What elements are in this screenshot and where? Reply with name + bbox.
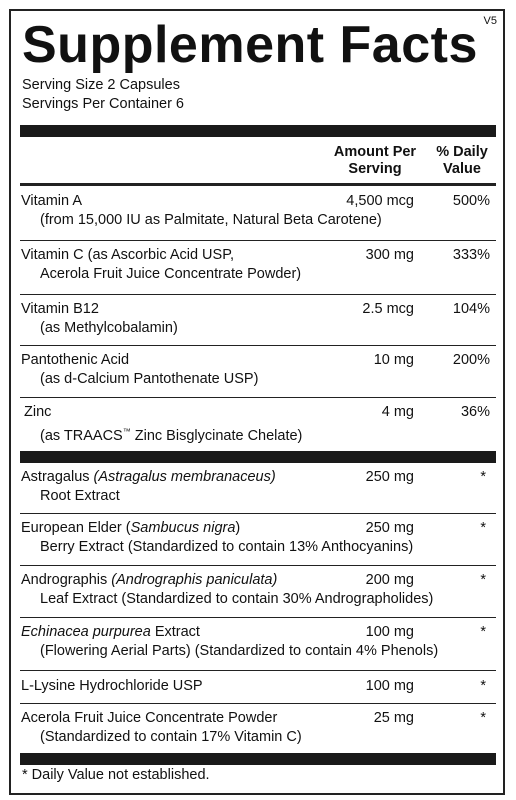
thick-divider-top [20,125,496,137]
nutrient-detail: (as TRAACS™ Zinc Bisglycinate Chelate) [40,427,303,444]
nutrient-name: Vitamin B12 [21,301,99,317]
version-code: V5 [483,15,497,27]
thick-divider-bottom [20,753,496,765]
nutrient-detail: Acerola Fruit Juice Concentrate Powder) [40,266,302,282]
ingredient-row-acerola [20,704,496,754]
nutrient-row-vitamin-b12 [20,295,496,347]
ingredient-detail: Root Extract [40,488,120,504]
thick-divider-middle [20,451,496,463]
serving-size: Serving Size 2 Capsules [22,77,180,93]
ingredient-name: Acerola Fruit Juice Concentrate Powder [21,710,278,726]
ingredient-name: Astragalus (Astragalus membranaceus) [21,469,276,485]
daily-value-footnote: * Daily Value not established. [22,767,210,783]
ingredient-dv: * [480,678,486,694]
ingredient-dv: * [480,710,486,726]
ingredient-name: European Elder (Sambucus nigra) [21,520,241,536]
nutrient-dv: 36% [460,404,490,420]
nutrient-detail: (as d-Calcium Pantothenate USP) [40,371,259,387]
ingredient-row-european-elder [20,514,496,566]
servings-per-container: Servings Per Container 6 [22,96,184,112]
ingredient-amount: 100 mg [365,624,414,640]
nutrient-amount: 2.5 mcg [362,301,414,317]
nutrient-amount: 4 mg [381,404,414,420]
nutrient-amount: 300 mg [365,247,414,263]
nutrient-name: Vitamin A [21,193,82,209]
amount-per-serving-header: Amount Per Serving [333,144,417,177]
nutrient-amount: 4,500 mcg [346,193,414,209]
nutrient-name: Pantothenic Acid [21,352,130,368]
nutrient-row-vitamin-c [20,241,496,293]
ingredient-dv: * [480,469,486,485]
supplement-facts-panel [9,9,505,795]
nutrient-row-vitamin-a [20,187,496,239]
nutrient-dv: 104% [452,301,490,317]
ingredient-detail: Berry Extract (Standardized to contain 13% Anthocyanins) [40,539,414,555]
daily-value-header: % Daily Value [436,144,488,177]
ingredient-row-echinacea [20,618,496,670]
ingredient-detail: (Flowering Aerial Parts) (Standardized to contain 4% Phenols) [40,643,439,659]
nutrient-dv: 333% [452,247,490,263]
ingredient-dv: * [480,520,486,536]
ingredient-row-andrographis [20,566,496,618]
ingredient-name: L-Lysine Hydrochloride USP [21,678,203,694]
header-divider [20,183,496,186]
panel-title: Supplement Facts [22,16,478,74]
trademark-symbol: ™ [122,427,131,436]
nutrient-row-zinc [20,398,496,450]
nutrient-dv: 200% [452,352,490,368]
ingredient-amount: 250 mg [365,469,414,485]
ingredient-name: Echinacea purpurea Extract [21,624,200,640]
nutrient-dv: 500% [452,193,490,209]
ingredient-row-l-lysine [20,671,496,703]
ingredient-name: Andrographis (Andrographis paniculata) [21,572,278,588]
ingredient-detail: Leaf Extract (Standardized to contain 30% Andrographolides) [40,591,434,607]
ingredient-detail: (Standardized to contain 17% Vitamin C) [40,729,302,745]
ingredient-amount: 250 mg [365,520,414,536]
ingredient-dv: * [480,572,486,588]
ingredient-dv: * [480,624,486,640]
ingredient-row-astragalus [20,463,496,515]
nutrient-name: Zinc [24,404,52,420]
ingredient-amount: 100 mg [365,678,414,694]
nutrient-amount: 10 mg [373,352,414,368]
ingredient-amount: 25 mg [373,710,414,726]
nutrient-detail: (from 15,000 IU as Palmitate, Natural Beta Carotene) [40,212,382,228]
nutrient-row-pantothenic-acid [20,346,496,398]
ingredient-amount: 200 mg [365,572,414,588]
nutrient-detail: (as Methylcobalamin) [40,320,178,336]
nutrient-name: Vitamin C (as Ascorbic Acid USP, [21,247,235,263]
